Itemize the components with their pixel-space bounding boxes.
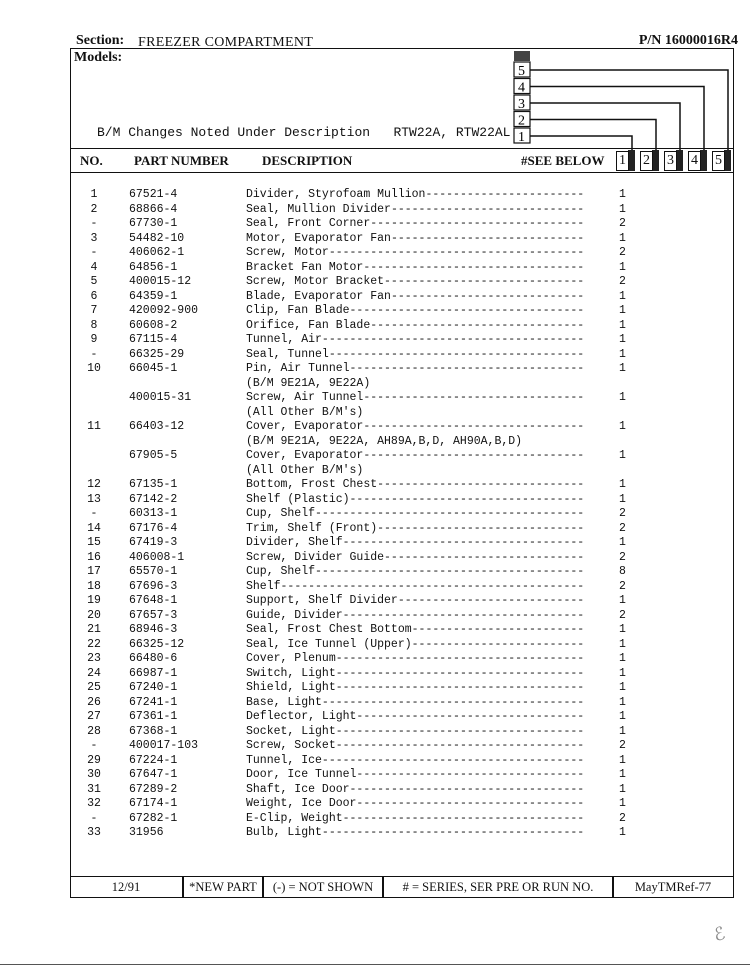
item-number: 17 bbox=[87, 565, 101, 578]
bottom-rule bbox=[0, 964, 750, 965]
dash-leader: ---------------------------------- bbox=[349, 304, 585, 317]
part-number: 67647-1 bbox=[129, 768, 178, 781]
item-number: 10 bbox=[87, 362, 101, 375]
dash-leader: ------------------------------------ bbox=[335, 652, 585, 665]
parts-row bbox=[76, 507, 636, 522]
dash-leader: -------------------------------- bbox=[363, 449, 585, 462]
part-description: Seal, Front Corner------------------------------- bbox=[246, 217, 585, 230]
parts-row bbox=[76, 667, 636, 682]
parts-row bbox=[76, 261, 636, 276]
parts-list bbox=[76, 188, 636, 841]
parts-row bbox=[76, 377, 636, 392]
series-box-label: 1 bbox=[518, 130, 525, 145]
parts-row bbox=[76, 406, 636, 421]
parts-row bbox=[76, 275, 636, 290]
parts-row bbox=[76, 725, 636, 740]
part-quantity: 2 bbox=[619, 811, 626, 825]
dash-leader: --------------------------------- bbox=[356, 710, 585, 723]
part-description: Tunnel, Air-------------------------------------- bbox=[246, 333, 585, 346]
part-description: Seal, Ice Tunnel (Upper)------------------------- bbox=[246, 637, 585, 651]
parts-row bbox=[76, 464, 636, 479]
part-number: 68866-4 bbox=[129, 202, 178, 216]
item-number: 27 bbox=[87, 710, 101, 723]
item-number: 24 bbox=[87, 666, 101, 680]
part-quantity: 1 bbox=[619, 391, 626, 404]
item-number: - bbox=[90, 507, 98, 520]
part-description: Screw, Air Tunnel-------------------------------- bbox=[246, 391, 585, 404]
part-quantity: 1 bbox=[619, 333, 626, 346]
part-description: Cover, Evaporator-------------------------------- bbox=[246, 449, 585, 462]
parts-row bbox=[76, 754, 636, 769]
series-col-marker bbox=[652, 150, 659, 171]
parts-row bbox=[76, 623, 636, 638]
parts-row bbox=[76, 565, 636, 580]
part-number: 67115-4 bbox=[129, 333, 178, 346]
parts-row bbox=[76, 290, 636, 305]
part-description: (B/M 9E21A, 9E22A) bbox=[246, 376, 371, 390]
part-quantity: 1 bbox=[619, 478, 626, 491]
models-label: Models: bbox=[74, 50, 123, 65]
item-number: 29 bbox=[87, 753, 101, 767]
part-quantity: 1 bbox=[619, 202, 626, 216]
part-quantity: 2 bbox=[619, 550, 626, 564]
part-number: 66325-29 bbox=[129, 347, 185, 361]
parts-row bbox=[76, 435, 636, 450]
dash-leader: ------------------------------ bbox=[377, 478, 585, 491]
part-description: Motor, Evaporator Fan---------------------------- bbox=[246, 231, 585, 245]
part-number: 66045-1 bbox=[129, 362, 178, 375]
dash-leader: ------------------------- bbox=[411, 637, 585, 651]
dash-leader: -------------------------------- bbox=[363, 391, 585, 404]
dash-leader: ----------------------------- bbox=[384, 550, 585, 564]
part-number: 67241-1 bbox=[129, 695, 178, 709]
column-header bbox=[70, 148, 734, 173]
series-connector bbox=[530, 70, 728, 150]
part-number: 64856-1 bbox=[129, 260, 178, 274]
part-number: 67419-3 bbox=[129, 536, 178, 549]
parts-row bbox=[76, 710, 636, 725]
part-number: 67224-1 bbox=[129, 753, 178, 767]
parts-row bbox=[76, 696, 636, 711]
series-col-marker bbox=[628, 150, 635, 171]
parts-row bbox=[76, 188, 636, 203]
series-lines bbox=[530, 70, 728, 150]
bm-changes-note: B/M Changes Noted Under Description RTW22A, RTW22AL bbox=[97, 125, 511, 140]
series-col-4: 4 bbox=[688, 151, 701, 171]
item-number: 16 bbox=[87, 550, 101, 564]
item-number: 2 bbox=[90, 202, 98, 216]
item-number: 32 bbox=[87, 797, 101, 810]
part-quantity: 2 bbox=[619, 217, 626, 230]
part-description: Screw, Motor Bracket----------------------------- bbox=[246, 275, 585, 288]
part-quantity: 1 bbox=[619, 304, 626, 317]
part-description: Deflector, Light--------------------------------- bbox=[246, 710, 585, 723]
part-quantity: 2 bbox=[619, 579, 626, 593]
parts-row bbox=[76, 783, 636, 798]
dash-leader: ---------------------------------- bbox=[349, 362, 585, 375]
dash-leader: ---------------------------- bbox=[390, 202, 585, 216]
item-number: 25 bbox=[87, 681, 101, 694]
dash-leader: ------------------------------------ bbox=[335, 681, 585, 694]
footer-ref: MayTMRef-77 bbox=[634, 880, 712, 894]
parts-row bbox=[76, 203, 636, 218]
item-number: 5 bbox=[90, 275, 98, 288]
part-description: (All Other B/M's) bbox=[246, 463, 364, 477]
dash-leader: ----------------------------------- bbox=[342, 811, 585, 825]
series-col-5: 5 bbox=[712, 151, 725, 171]
item-number: - bbox=[90, 246, 98, 259]
item-number: 28 bbox=[87, 724, 101, 738]
part-quantity: 1 bbox=[619, 681, 626, 694]
part-description: Cover, Plenum------------------------------------ bbox=[246, 652, 585, 665]
item-number: 23 bbox=[87, 652, 101, 665]
dash-leader: -------------------------------------------- bbox=[280, 579, 585, 593]
parts-row bbox=[76, 319, 636, 334]
footer-date: 12/91 bbox=[111, 880, 141, 894]
parts-row bbox=[76, 768, 636, 783]
part-number: 67142-2 bbox=[129, 492, 178, 506]
part-description: Cup, Shelf--------------------------------------- bbox=[246, 507, 585, 520]
dash-leader: ------------------------------ bbox=[377, 521, 585, 535]
part-number: 31956 bbox=[129, 826, 164, 839]
item-number: 14 bbox=[87, 521, 101, 535]
parts-row bbox=[76, 391, 636, 406]
dash-leader: ------------------------- bbox=[411, 623, 585, 636]
column-description: DESCRIPTION bbox=[262, 153, 353, 168]
part-description: Divider, Styrofoam Mullion----------------------- bbox=[246, 188, 585, 201]
dash-leader: ------------------------------------- bbox=[328, 246, 585, 259]
part-description: Seal, Frost Chest Bottom------------------------- bbox=[246, 623, 585, 636]
item-number: 7 bbox=[90, 304, 98, 317]
part-number: 66987-1 bbox=[129, 666, 178, 680]
item-number: 6 bbox=[90, 289, 98, 303]
part-quantity: 2 bbox=[619, 521, 626, 535]
dash-leader: ------------------------------- bbox=[370, 318, 585, 332]
dash-leader: ------------------------------------ bbox=[335, 666, 585, 680]
parts-row bbox=[76, 638, 636, 653]
dash-leader: ---------------------------------- bbox=[349, 492, 585, 506]
part-description: Base, Light-------------------------------------- bbox=[246, 695, 585, 709]
part-number: 67361-1 bbox=[129, 710, 178, 723]
item-number: 21 bbox=[87, 623, 101, 636]
handwritten-mark: ℰ bbox=[711, 922, 728, 946]
series-col-marker bbox=[676, 150, 683, 171]
parts-row bbox=[76, 739, 636, 754]
part-description: Weight, Ice Door--------------------------------- bbox=[246, 797, 585, 810]
part-number: 67240-1 bbox=[129, 681, 178, 694]
dash-leader: ------------------------------------- bbox=[328, 347, 585, 361]
part-quantity: 1 bbox=[619, 449, 626, 462]
series-box-cap bbox=[514, 51, 530, 61]
parts-row bbox=[76, 478, 636, 493]
part-number: 406062-1 bbox=[129, 246, 185, 259]
parts-row bbox=[76, 362, 636, 377]
dash-leader: ------------------------------- bbox=[370, 217, 585, 230]
dash-leader: -------------------------------------- bbox=[321, 333, 585, 346]
item-number: 8 bbox=[90, 318, 98, 332]
part-description: Shelf-------------------------------------------- bbox=[246, 579, 585, 593]
dash-leader: -------------------------------------- bbox=[321, 753, 585, 767]
part-description: Socket, Light------------------------------------ bbox=[246, 724, 585, 738]
part-quantity: 1 bbox=[619, 362, 626, 375]
part-quantity: 1 bbox=[619, 710, 626, 723]
part-number: 67696-3 bbox=[129, 579, 178, 593]
part-quantity: 1 bbox=[619, 768, 626, 781]
part-quantity: 1 bbox=[619, 666, 626, 680]
dash-leader: ----------------------------------- bbox=[342, 608, 585, 622]
parts-row bbox=[76, 536, 636, 551]
parts-row bbox=[76, 652, 636, 667]
part-quantity: 1 bbox=[619, 695, 626, 709]
part-number: 67521-4 bbox=[129, 188, 178, 201]
part-description: Seal, Mullion Divider---------------------------- bbox=[246, 202, 585, 216]
part-number: 400015-12 bbox=[129, 275, 192, 288]
part-description: Switch, Light------------------------------------ bbox=[246, 666, 585, 680]
parts-row bbox=[76, 232, 636, 247]
part-quantity: 1 bbox=[619, 652, 626, 665]
part-description: Orifice, Fan Blade------------------------------- bbox=[246, 318, 585, 332]
part-description: Bottom, Frost Chest------------------------------ bbox=[246, 478, 585, 491]
series-connector bbox=[530, 87, 704, 151]
dash-leader: ----------------------------------- bbox=[342, 536, 585, 549]
item-number: 12 bbox=[87, 478, 101, 491]
part-number: 400015-31 bbox=[129, 391, 192, 404]
parts-row bbox=[76, 246, 636, 261]
parts-row bbox=[76, 304, 636, 319]
part-quantity: 2 bbox=[619, 739, 626, 752]
part-number: 66403-12 bbox=[129, 420, 185, 433]
part-description: Trim, Shelf (Front)------------------------------ bbox=[246, 521, 585, 535]
parts-row bbox=[76, 812, 636, 827]
parts-row bbox=[76, 522, 636, 537]
dash-leader: --------------------------------------- bbox=[315, 565, 585, 578]
item-number: 18 bbox=[87, 579, 101, 593]
part-description: Shield, Light------------------------------------ bbox=[246, 681, 585, 694]
dash-leader: ------------------------------------ bbox=[335, 739, 585, 752]
part-description: Tunnel, Ice-------------------------------------- bbox=[246, 753, 585, 767]
series-connector bbox=[530, 120, 656, 151]
page-footer bbox=[70, 876, 734, 898]
series-boxes bbox=[514, 51, 530, 145]
series-col-1: 1 bbox=[616, 151, 629, 171]
part-quantity: 1 bbox=[619, 536, 626, 549]
part-description: Cup, Shelf--------------------------------------- bbox=[246, 565, 585, 578]
dash-leader: -------------------------------- bbox=[363, 420, 585, 433]
part-number: 60608-2 bbox=[129, 318, 178, 332]
footer-new-part: *NEW PART bbox=[189, 880, 257, 894]
part-quantity: 1 bbox=[619, 753, 626, 767]
dash-leader: ---------------------------------- bbox=[349, 782, 585, 796]
part-number: 54482-10 bbox=[129, 231, 185, 245]
item-number: 13 bbox=[87, 492, 101, 506]
footer-series-note: # = SERIES, SER PRE OR RUN NO. bbox=[402, 880, 594, 894]
parts-row bbox=[76, 681, 636, 696]
column-part-number: PART NUMBER bbox=[134, 153, 229, 168]
part-number: 67657-3 bbox=[129, 608, 178, 622]
item-number: 30 bbox=[87, 768, 101, 781]
dash-leader: ----------------------------- bbox=[384, 275, 585, 288]
series-col-3: 3 bbox=[664, 151, 677, 171]
part-number: 60313-1 bbox=[129, 507, 178, 520]
item-number: 4 bbox=[90, 260, 98, 274]
item-number: 3 bbox=[90, 231, 98, 245]
parts-row bbox=[76, 826, 636, 841]
part-quantity: 1 bbox=[619, 492, 626, 506]
part-number: 64359-1 bbox=[129, 289, 178, 303]
parts-row bbox=[76, 449, 636, 464]
part-description: Screw, Socket------------------------------------ bbox=[246, 739, 585, 752]
item-number: 9 bbox=[90, 333, 98, 346]
part-description: Divider, Shelf----------------------------------- bbox=[246, 536, 585, 549]
dash-leader: -------------------------------------- bbox=[321, 826, 585, 839]
part-quantity: 1 bbox=[619, 623, 626, 636]
item-number: 33 bbox=[87, 826, 101, 839]
series-box-label: 2 bbox=[518, 113, 525, 129]
column-see-below: #SEE BELOW bbox=[521, 153, 605, 168]
item-number: - bbox=[90, 811, 98, 825]
parts-row bbox=[76, 580, 636, 595]
dash-leader: --------------------------- bbox=[397, 594, 585, 607]
part-number: 67289-2 bbox=[129, 782, 178, 796]
item-number: 31 bbox=[87, 782, 101, 796]
part-description: Door, Ice Tunnel--------------------------------- bbox=[246, 768, 585, 781]
item-number: 11 bbox=[87, 420, 101, 433]
parts-row bbox=[76, 333, 636, 348]
part-number: 67905-5 bbox=[129, 449, 178, 462]
part-description: Guide, Divider----------------------------------- bbox=[246, 608, 585, 622]
part-quantity: 1 bbox=[619, 782, 626, 796]
part-description: (All Other B/M's) bbox=[246, 405, 364, 419]
part-number: 67135-1 bbox=[129, 478, 178, 491]
parts-row bbox=[76, 348, 636, 363]
parts-row bbox=[76, 609, 636, 624]
dash-leader: ---------------------------- bbox=[390, 289, 585, 303]
part-description: Pin, Air Tunnel---------------------------------- bbox=[246, 362, 585, 375]
dash-leader: --------------------------------- bbox=[356, 768, 585, 781]
part-description: E-Clip, Weight----------------------------------- bbox=[246, 811, 585, 825]
footer-not-shown: (-) = NOT SHOWN bbox=[272, 880, 374, 894]
parts-row bbox=[76, 797, 636, 812]
item-number: 22 bbox=[87, 637, 101, 651]
part-quantity: 2 bbox=[619, 608, 626, 622]
dash-leader: ---------------------------- bbox=[390, 231, 585, 245]
part-quantity: 1 bbox=[619, 594, 626, 607]
part-number: 67176-4 bbox=[129, 521, 178, 535]
part-quantity: 1 bbox=[619, 797, 626, 810]
part-number: 66325-12 bbox=[129, 637, 185, 651]
part-description: (B/M 9E21A, 9E22A, AH89A,B,D, AH90A,B,D) bbox=[246, 434, 523, 448]
item-number: - bbox=[90, 347, 98, 361]
dash-leader: -------------------------------------- bbox=[321, 695, 585, 709]
part-quantity: 2 bbox=[619, 507, 626, 520]
part-quantity: 1 bbox=[619, 347, 626, 361]
section-label: Section: bbox=[76, 33, 125, 48]
item-number: - bbox=[90, 217, 98, 230]
part-description: Seal, Tunnel------------------------------------- bbox=[246, 347, 585, 361]
part-description: Shaft, Ice Door---------------------------------- bbox=[246, 782, 585, 796]
column-no: NO. bbox=[80, 153, 103, 168]
item-number: - bbox=[90, 739, 98, 752]
part-description: Cover, Evaporator-------------------------------- bbox=[246, 420, 585, 433]
part-number: 406008-1 bbox=[129, 550, 185, 564]
part-quantity: 8 bbox=[619, 565, 626, 578]
series-col-2: 2 bbox=[640, 151, 653, 171]
dash-leader: ----------------------- bbox=[425, 188, 585, 201]
item-number: 1 bbox=[90, 188, 98, 201]
part-quantity: 1 bbox=[619, 231, 626, 245]
section-title: FREEZER COMPARTMENT bbox=[138, 35, 314, 50]
series-col-marker bbox=[724, 150, 731, 171]
dash-leader: -------------------------------- bbox=[363, 260, 585, 274]
part-number: 65570-1 bbox=[129, 565, 178, 578]
dash-leader: --------------------------------- bbox=[356, 797, 585, 810]
series-box-label: 4 bbox=[518, 80, 525, 96]
dash-leader: ------------------------------------ bbox=[335, 724, 585, 738]
part-number: 400017-103 bbox=[129, 739, 199, 752]
item-number: 26 bbox=[87, 695, 101, 709]
part-number: 68946-3 bbox=[129, 623, 178, 636]
parts-row bbox=[76, 594, 636, 609]
part-number: 66480-6 bbox=[129, 652, 178, 665]
part-description: Screw, Divider Guide----------------------------- bbox=[246, 550, 585, 564]
parts-row bbox=[76, 493, 636, 508]
part-number-header: P/N 16000016R4 bbox=[638, 33, 738, 48]
part-quantity: 1 bbox=[619, 289, 626, 303]
parts-row bbox=[76, 420, 636, 435]
item-number: 19 bbox=[87, 594, 101, 607]
series-box-label: 3 bbox=[518, 97, 525, 112]
part-quantity: 1 bbox=[619, 188, 626, 201]
part-description: Bracket Fan Motor-------------------------------- bbox=[246, 260, 585, 274]
part-number: 420092-900 bbox=[129, 304, 199, 317]
parts-row bbox=[76, 551, 636, 566]
part-quantity: 2 bbox=[619, 275, 626, 288]
part-number: 67174-1 bbox=[129, 797, 178, 810]
part-description: Bulb, Light-------------------------------------- bbox=[246, 826, 585, 839]
part-number: 67282-1 bbox=[129, 811, 178, 825]
part-description: Screw, Motor------------------------------------- bbox=[246, 246, 585, 259]
part-description: Support, Shelf Divider--------------------------- bbox=[246, 594, 585, 607]
dash-leader: --------------------------------------- bbox=[315, 507, 585, 520]
part-quantity: 1 bbox=[619, 420, 626, 433]
parts-row bbox=[76, 217, 636, 232]
part-quantity: 1 bbox=[619, 260, 626, 274]
item-number: 20 bbox=[87, 608, 101, 622]
part-number: 67730-1 bbox=[129, 217, 178, 230]
part-quantity: 1 bbox=[619, 826, 626, 839]
part-description: Clip, Fan Blade---------------------------------- bbox=[246, 304, 585, 317]
series-col-marker bbox=[700, 150, 707, 171]
part-number: 67648-1 bbox=[129, 594, 178, 607]
part-number: 67368-1 bbox=[129, 724, 178, 738]
part-quantity: 1 bbox=[619, 637, 626, 651]
series-box-label: 5 bbox=[518, 64, 525, 79]
part-quantity: 1 bbox=[619, 318, 626, 332]
part-description: Shelf (Plastic)---------------------------------- bbox=[246, 492, 585, 506]
part-quantity: 1 bbox=[619, 724, 626, 738]
item-number: 15 bbox=[87, 536, 101, 549]
part-description: Blade, Evaporator Fan---------------------------- bbox=[246, 289, 585, 303]
series-connector bbox=[530, 103, 680, 150]
part-quantity: 2 bbox=[619, 246, 626, 259]
